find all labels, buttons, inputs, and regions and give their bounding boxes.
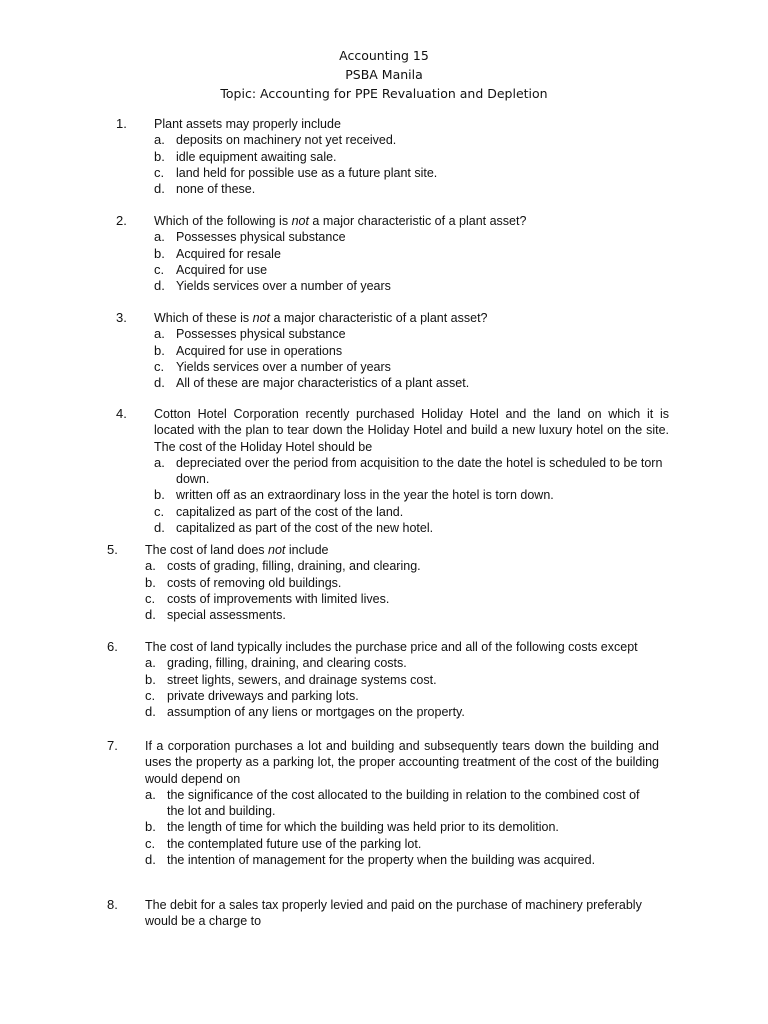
option-c: c. Yields services over a number of years: [154, 358, 391, 374]
question-3: [113, 310, 673, 391]
option-b: b. the length of time for which the building was held prior to its demolition.: [145, 819, 559, 835]
option-c: c. the contemplated future use of the parking lot.: [145, 835, 422, 851]
option-d: d. assumption of any liens or mortgages on the property.: [145, 704, 465, 720]
option-a: a. depreciated over the period from acquisition to the date the hotel is scheduled to be torn down.: [154, 454, 663, 487]
question-stem: The debit for a sales tax properly levied and paid on the purchase of machinery preferably would be a charge to: [145, 898, 642, 929]
option-c: c. Acquired for use: [154, 261, 268, 277]
topic-title: Topic: Accounting for PPE Revaluation and Depletion: [220, 86, 548, 101]
question-number: 6.: [107, 639, 118, 654]
option-d: d. the intention of management for the property when the building was acquired.: [145, 852, 596, 868]
option-d: d. All of these are major characteristics of a plant asset.: [154, 375, 470, 391]
question-stem: Plant assets may properly include: [154, 117, 341, 131]
question-number: 3.: [116, 310, 127, 325]
question-7: [105, 738, 659, 868]
question-number: 7.: [107, 738, 118, 753]
question-8: [105, 897, 659, 930]
option-b: b. written off as an extraordinary loss in the year the hotel is torn down.: [154, 487, 554, 503]
option-d: d. capitalized as part of the cost of the new hotel.: [154, 520, 434, 536]
question-stem: The cost of land typically includes the purchase price and all of the following costs except: [145, 640, 638, 654]
school-name: PSBA Manila: [345, 67, 423, 82]
question-number: 5.: [107, 542, 118, 557]
question-number: 2.: [116, 213, 127, 228]
course-title: Accounting 15: [339, 48, 429, 63]
question-stem: If a corporation purchases a lot and building and subsequently tears down the building and uses the property as a parking lot, the proper accounting treatment of the cost of the building would depend on: [145, 739, 659, 786]
option-a: a. Possesses physical substance: [154, 229, 346, 245]
option-d: d. special assessments.: [145, 607, 286, 623]
option-c: c. private driveways and parking lots.: [145, 687, 359, 703]
option-b: b. street lights, sewers, and drainage systems cost.: [145, 671, 437, 687]
option-b: b. Acquired for use in operations: [154, 342, 343, 358]
option-d: d. none of these.: [154, 181, 256, 197]
option-a: a. deposits on machinery not yet received.: [154, 132, 397, 148]
option-c: c. capitalized as part of the cost of the land.: [154, 503, 404, 519]
option-a: a. Possesses physical substance: [154, 326, 346, 342]
option-b: b. idle equipment awaiting sale.: [154, 148, 337, 164]
option-a: a. costs of grading, filling, draining, and clearing.: [145, 558, 421, 574]
option-a: a. grading, filling, draining, and clearing costs.: [145, 655, 407, 671]
question-number: 4.: [116, 406, 127, 421]
question-6: [105, 639, 665, 720]
question-stem: The cost of land does not include: [145, 543, 329, 557]
question-5: [105, 542, 665, 623]
question-stem: Which of these is not a major characteristic of a plant asset?: [154, 311, 488, 325]
question-number: 1.: [116, 116, 127, 131]
document-header: [0, 46, 768, 103]
question-2: [113, 213, 673, 294]
option-b: b. Acquired for resale: [154, 245, 281, 261]
question-number: 8.: [107, 897, 118, 912]
question-stem: Which of the following is not a major characteristic of a plant asset?: [154, 214, 527, 228]
option-d: d. Yields services over a number of years: [154, 278, 391, 294]
question-1: [113, 116, 673, 197]
option-b: b. costs of removing old buildings.: [145, 574, 342, 590]
option-c: c. costs of improvements with limited lives.: [145, 590, 390, 606]
question-stem: Cotton Hotel Corporation recently purchased Holiday Hotel and the land on which it is located with the plan to tear down the Holiday Hotel and build a new luxury hotel on the site. The cost of the Holiday Hotel should be: [154, 407, 669, 454]
question-4: [113, 406, 669, 536]
option-c: c. land held for possible use as a future plant site.: [154, 164, 438, 180]
option-a: a. the significance of the cost allocated to the building in relation to the combined cost of the lot and building.: [145, 786, 640, 819]
